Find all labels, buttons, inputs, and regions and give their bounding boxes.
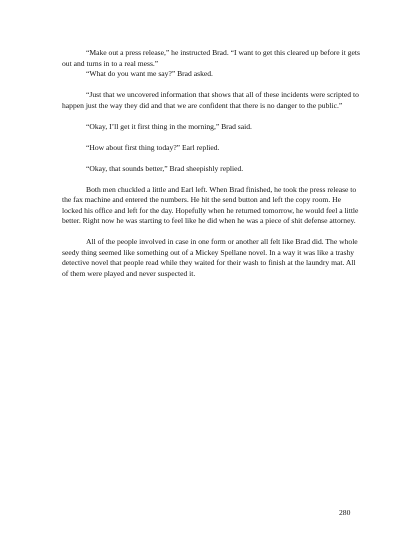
paragraph-uncovered-information: “Just that we uncovered information that shows that all of these incidents were scripted to happen just the way they did and that we are confident that there is no danger to the public.” [62,90,359,110]
paragraph-first-thing-today: “How about first thing today?” Earl replied. [86,142,220,152]
paragraph-spacer [62,111,362,122]
paragraph-all-people-involved: All of the people involved in case in one form or another all felt like Brad did. The whole seedy thing seemed like something out of a Mickey Spellane novel. In a way it was like a trashy detective novel that people read while they waited for their wash to finish at the laundry mat. All of them were played and never suspected it. [62,237,358,278]
paragraph-first-thing-morning: “Okay, I’ll get it first thing in the morning,” Brad said. [86,121,252,131]
paragraph-spacer [62,174,362,185]
paragraph-brad-question: “What do you want me say?” Brad asked. [86,69,213,78]
paragraph-spacer [62,153,362,164]
paragraph-sounds-better: “Okay, that sounds better,” Brad sheepishly replied. [86,163,244,173]
paragraph-both-men-chuckled: Both men chuckled a little and Earl left. When Brad finished, he took the press release to the fax machine and entered the numbers. He hit the send button and left the copy room. He locked his office and left for the day. Hopefully when he returned tomorrow, he would feel a little better. Right now he was starting to feel like he did when he was a piece of shit defense attorney. [62,184,359,225]
body-text [62,48,362,279]
paragraph-spacer [62,80,362,91]
paragraph-spacer [62,227,362,238]
paragraph-press-release-instruction: “Make out a press release,” he instructed Brad. “I want to get this cleared up before it gets out and turns in to a real mess.” [62,48,360,68]
page-number: 280 [339,508,351,517]
paragraph-spacer [62,132,362,143]
